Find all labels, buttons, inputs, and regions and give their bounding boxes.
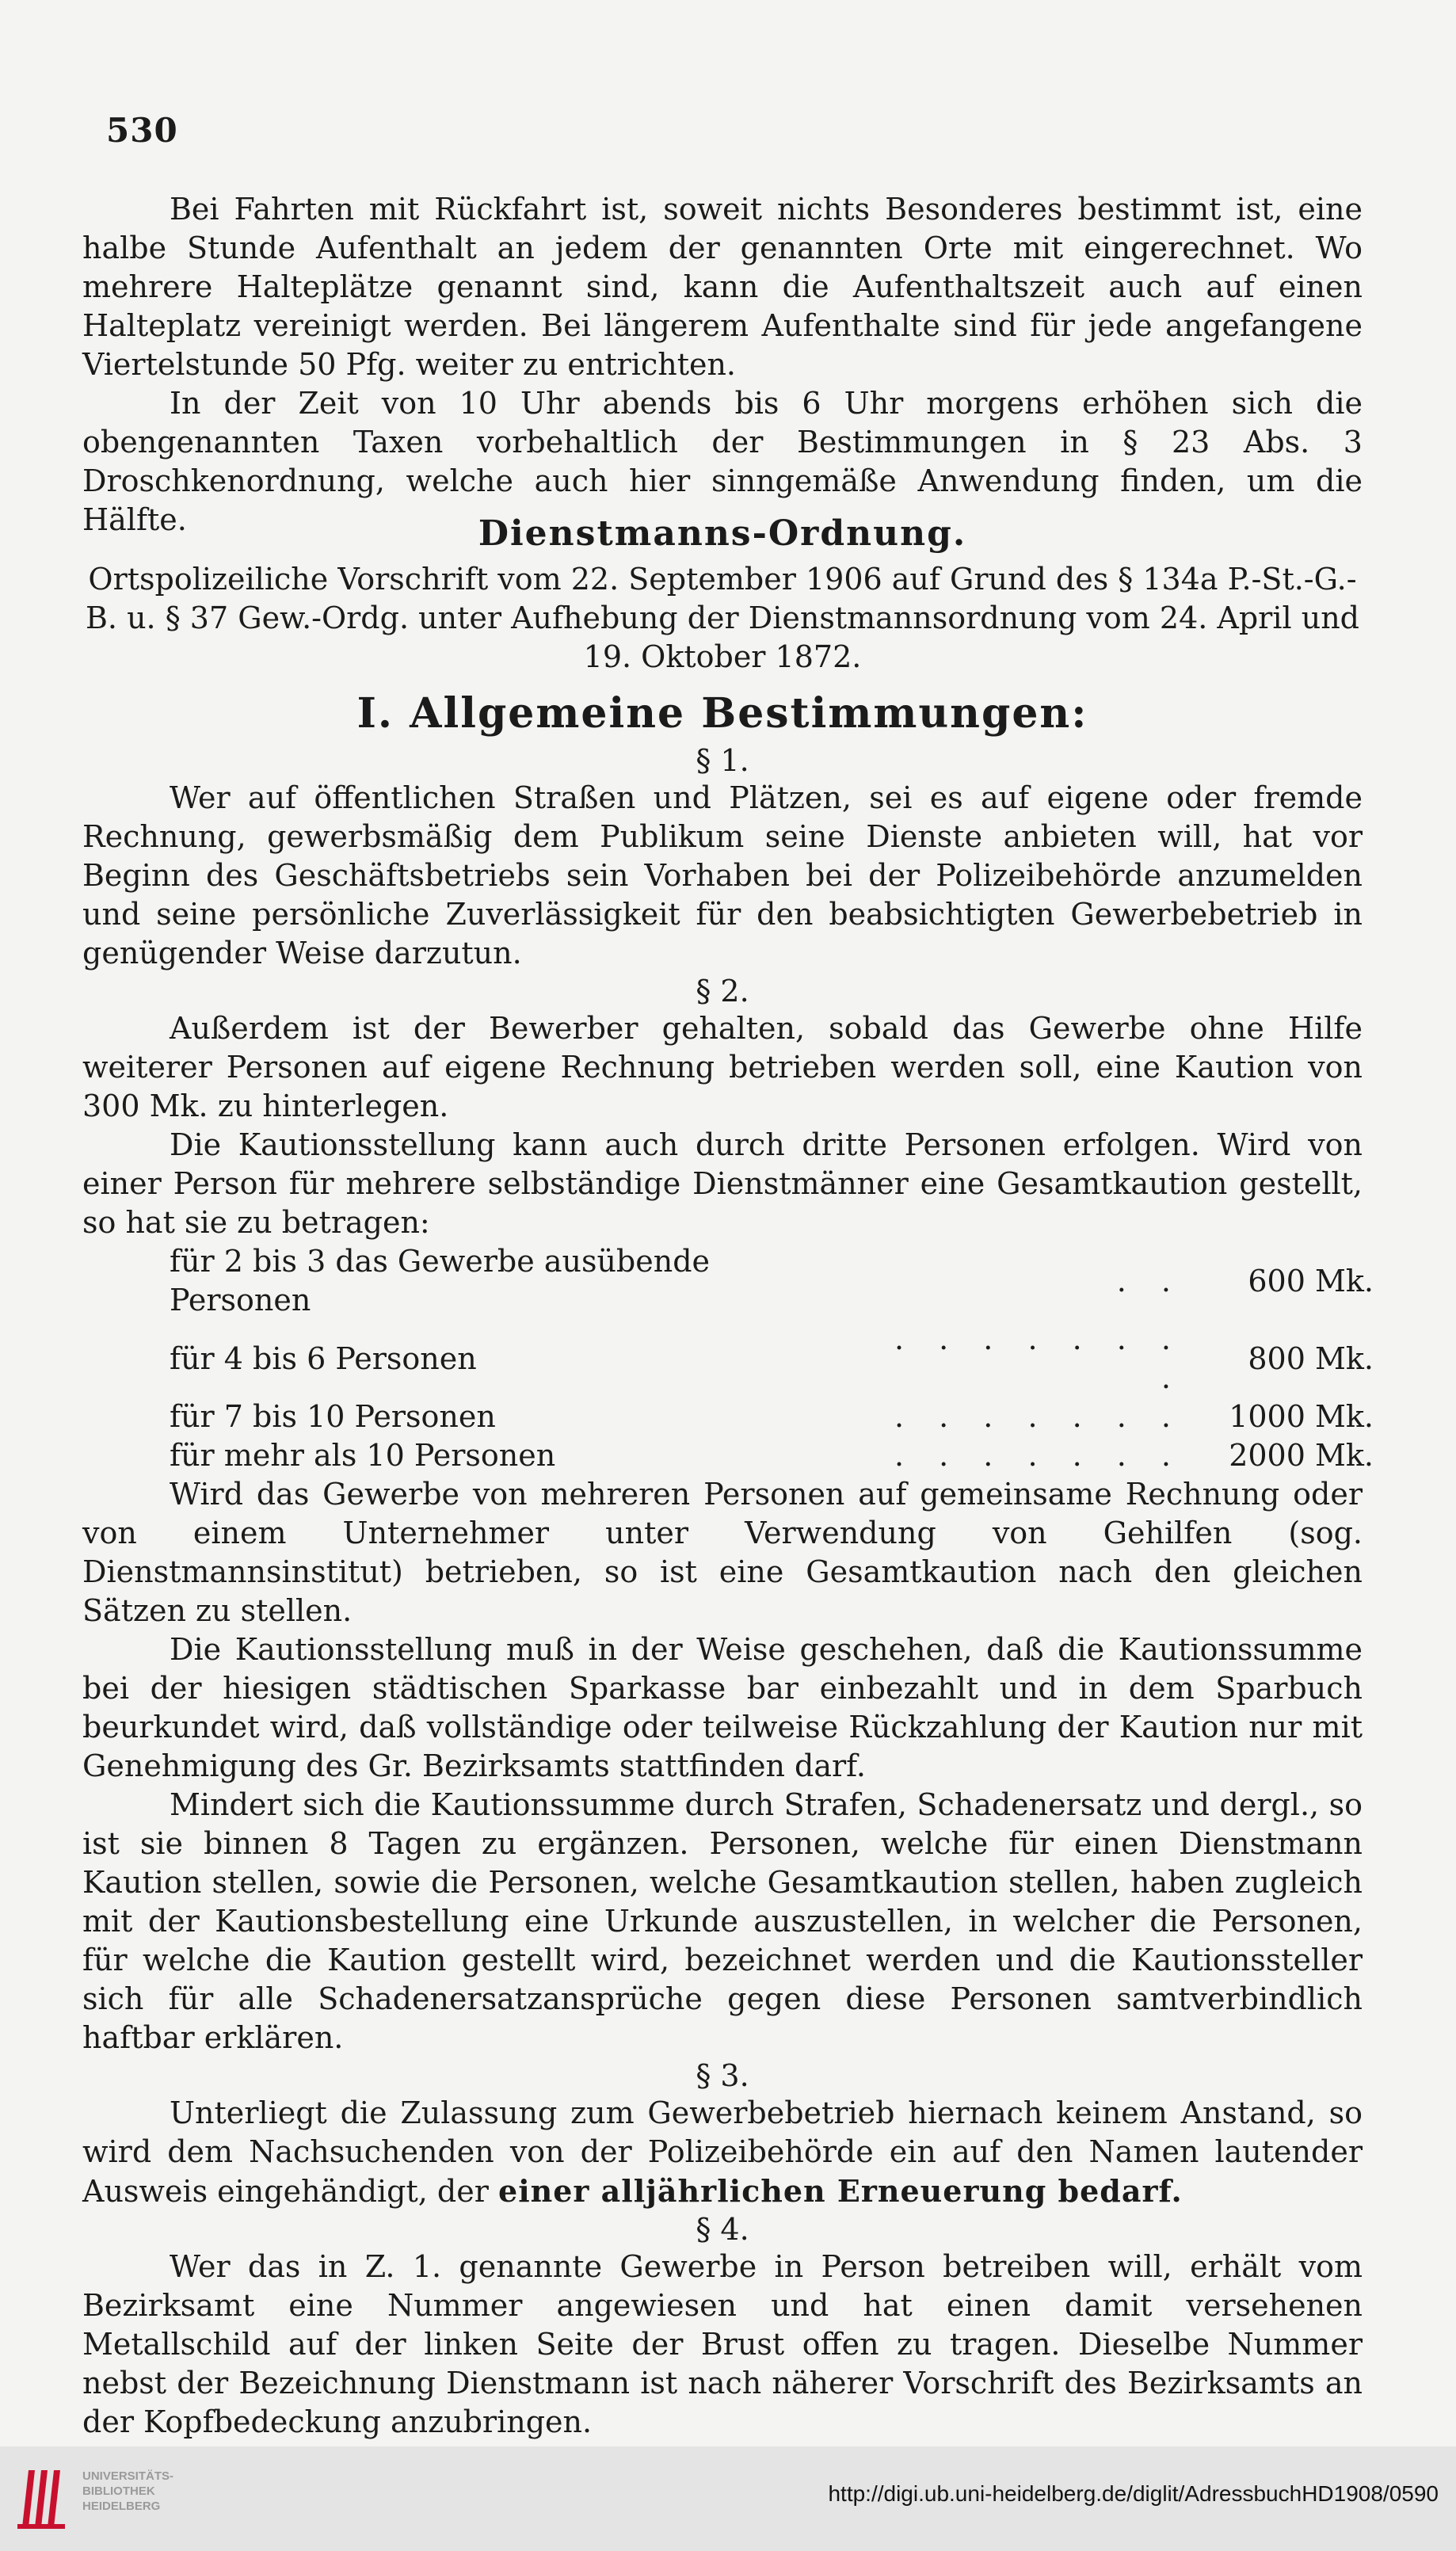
kaution-label: für 2 bis 3 das Gewerbe ausübende Personen xyxy=(170,1244,711,1317)
paragraph-3-body: Unterliegt die Zulassung zum Gewerbebetrieb hiernach keinem Anstand, so wird dem Nachsuchenden von der Polizeibehörde ein auf den Namen lautender Ausweis eingehändigt, der xyxy=(82,2095,1363,2209)
kaution-dots: . . xyxy=(1116,1263,1183,1298)
paragraph-3-emphasis: einer alljährlichen Erneuerung bedarf. xyxy=(498,2173,1183,2209)
section-block xyxy=(82,689,1374,2442)
viewer-footer xyxy=(0,2446,1456,2551)
paragraph-4-text: Wer das in Z. 1. genannte Gewerbe in Person betreiben will, erhält vom Bezirksamt eine Nummer angewiesen und hat einen damit versehenen Metallschild auf der linken Seite der Brust offen zu tragen. Dieselbe Nummer nebst der Bezeichnung Dienstmann ist nach näherer Vorschrift des Bezirksamts an der Kopfbedeckung anzubringen. xyxy=(82,2249,1363,2439)
kaution-dots: . . . . . . . xyxy=(894,1438,1183,1473)
paragraph-1-text: Wer auf öffentlichen Straßen und Plätzen, sei es auf eigene oder fremde Rechnung, gewerbsmäßig dem Publikum seine Dienste anbieten will, hat vor Beginn des Geschäftsbetriebs sein Vorhaben bei der Polizeibehörde anzumelden und seine persönliche Zuverlässigkeit für den beabsichtigten Gewerbebetrieb in genügender Weise darzutun. xyxy=(82,780,1363,970)
paragraph-1-label: § 1. xyxy=(696,743,749,778)
paragraph-2-text-3: Wird das Gewerbe von mehreren Personen auf gemeinsame Rechnung oder von einem Unternehmer unter Verwendung von Gehilfen (sog. Dienstmannsinstitut) betrieben, so ist eine Gesamtkaution nach den gleichen Sätzen zu stellen. xyxy=(82,1477,1363,1628)
paragraph-2-text-1: Außerdem ist der Bewerber gehalten, sobald das Gewerbe ohne Hilfe weiterer Personen auf eigene Rechnung betrieben werden soll, eine Kaution von 300 Mk. zu hinterlegen. xyxy=(82,1011,1363,1123)
paragraph-3-label: § 3. xyxy=(696,2058,749,2093)
ordnung-header xyxy=(82,513,1363,677)
section-heading: I. Allgemeine Bestimmungen: xyxy=(356,689,1088,738)
library-name-line: HEIDELBERG xyxy=(82,2500,161,2513)
kaution-amount: 1000 Mk. xyxy=(1229,1399,1374,1434)
paragraph-2-label: § 2. xyxy=(696,974,749,1009)
paragraph-2-text-2: Die Kautionsstellung kann auch durch dritte Personen erfolgen. Wird von einer Person für mehrere selbständige Dienstmänner eine Gesamtkaution gestellt, so hat sie zu betragen: xyxy=(82,1127,1363,1240)
page-number: 530 xyxy=(106,111,178,150)
university-library-logo-icon xyxy=(14,2464,70,2532)
kaution-amount: 800 Mk. xyxy=(1248,1340,1374,1376)
library-name xyxy=(82,2469,173,2514)
intro-block xyxy=(82,190,1363,540)
kaution-row xyxy=(170,1398,1374,1436)
kaution-row xyxy=(170,1320,1374,1398)
kaution-amount: 600 Mk. xyxy=(1248,1263,1374,1298)
kaution-table xyxy=(170,1242,1374,1475)
paragraph-2-text-5: Mindert sich die Kautionssumme durch Strafen, Schadenersatz und dergl., so ist sie binnen 8 Tagen zu ergänzen. Personen, welche für einen Dienstmann Kaution stellen, sowie die Personen, welche Gesamtkaution stellen, haben zugleich mit der Kautionsbestellung eine Urkunde auszustellen, in welcher die Personen, für welche die Kaution gestellt wird, bezeichnet werden und die Kautionssteller sich für alle Schadenersatzansprüche gegen diese Personen samtverbindlich haftbar erklären. xyxy=(82,1787,1363,2055)
library-name-line: BIBLIOTHEK xyxy=(82,2484,155,2498)
kaution-label: für 7 bis 10 Personen xyxy=(170,1399,496,1434)
ordnung-subtitle: Ortspolizeiliche Vorschrift vom 22. September 1906 auf Grund des § 134a P.-St.-G.-B. u. § 37 Gew.-Ordg. unter Aufhebung der Dienstmannsordnung vom 24. April und 19. Oktober 1872. xyxy=(85,562,1359,674)
paragraph-3-text xyxy=(82,2094,1363,2211)
intro-paragraph-2: In der Zeit von 10 Uhr abends bis 6 Uhr morgens erhöhen sich die obengenannten Taxen vorbehaltlich der Bestimmungen in § 23 Abs. 3 Droschkenordnung, welche auch hier sinngemäße Anwendung finden, um die Hälfte. xyxy=(82,386,1363,537)
paragraph-4-label: § 4. xyxy=(696,2212,749,2247)
kaution-label: für 4 bis 6 Personen xyxy=(170,1340,477,1376)
kaution-dots: . . . . . . . . xyxy=(894,1321,1183,1395)
kaution-label: für mehr als 10 Personen xyxy=(170,1438,556,1473)
kaution-row xyxy=(170,1242,1374,1320)
kaution-row xyxy=(170,1436,1374,1475)
library-name-line: UNIVERSITÄTS- xyxy=(82,2469,174,2483)
kaution-amount: 2000 Mk. xyxy=(1229,1438,1374,1473)
intro-paragraph-1: Bei Fahrten mit Rückfahrt ist, soweit nichts Besonderes bestimmt ist, eine halbe Stunde Aufenthalt an jedem der genannten Orte mit eingerechnet. Wo mehrere Halteplätze genannt sind, kann die Aufenthaltszeit auch auf einen Halteplatz vereinigt werden. Bei längerem Aufenthalte sind für jede angefangene Viertelstunde 50 Pfg. weiter zu entrichten. xyxy=(82,192,1363,382)
ordnung-title: Dienstmanns-Ordnung. xyxy=(478,513,967,554)
source-url-link[interactable]: http://digi.ub.uni-heidelberg.de/diglit/AdressbuchHD1908/0590 xyxy=(828,2481,1439,2506)
kaution-dots: . . . . . . . xyxy=(894,1399,1183,1434)
paragraph-2-text-4: Die Kautionsstellung muß in der Weise geschehen, daß die Kautionssumme bei der hiesigen städtischen Sparkasse bar einbezahlt und in dem Sparbuch beurkundet wird, daß vollständige oder teilweise Rückzahlung der Kaution nur mit Genehmigung des Gr. Bezirksamts stattfinden darf. xyxy=(82,1632,1363,1783)
